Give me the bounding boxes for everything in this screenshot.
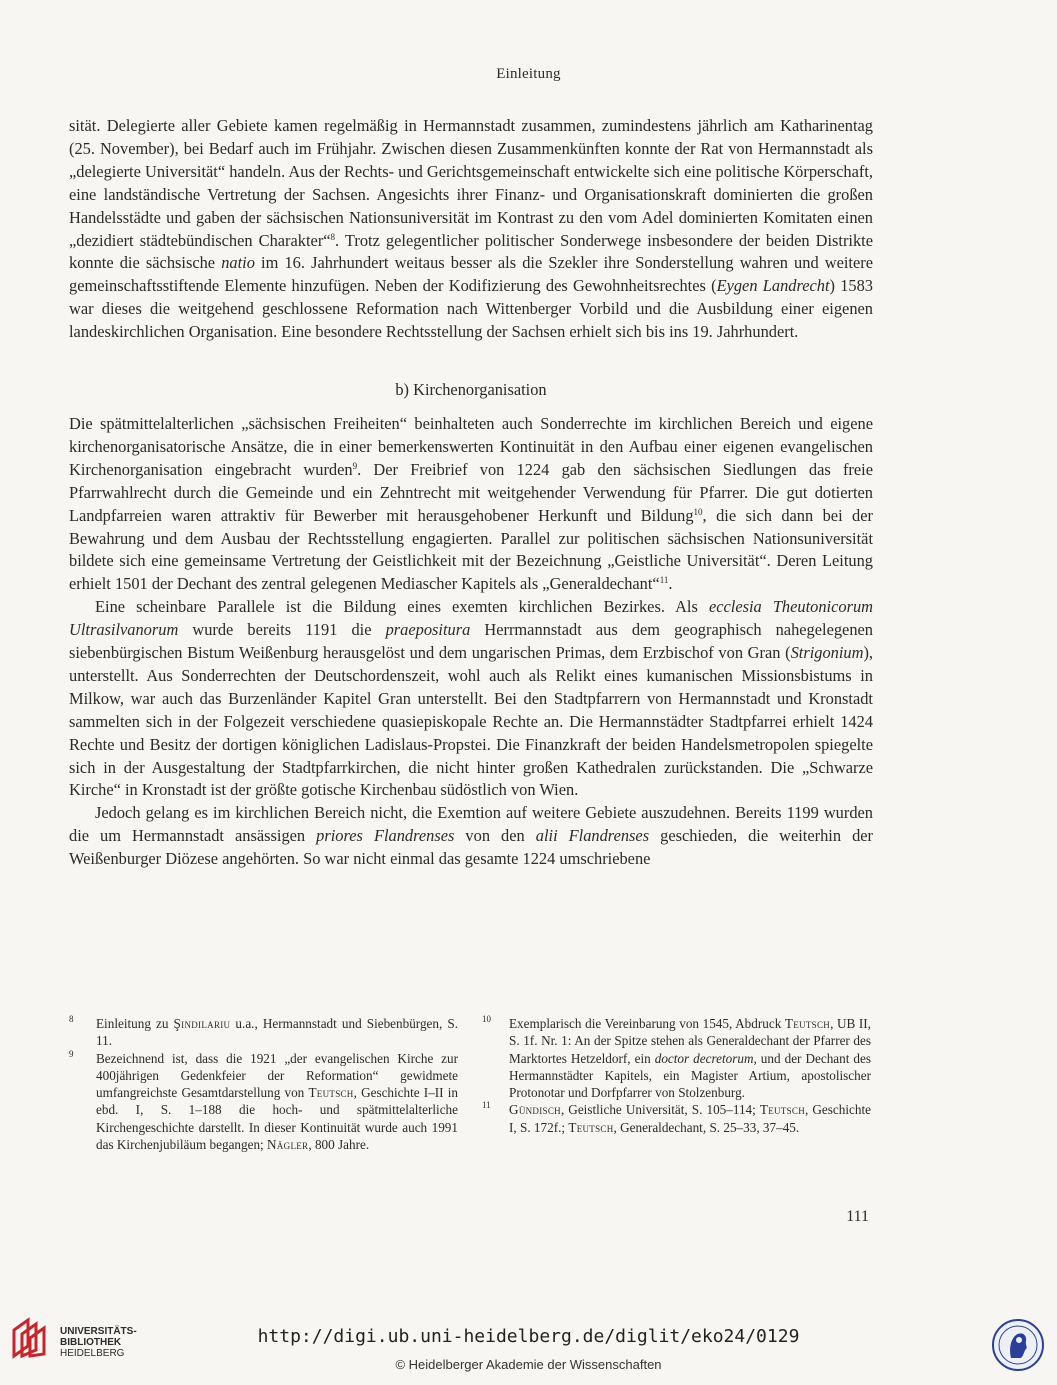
footnote-number: 11 [482, 1100, 491, 1111]
main-text [69, 115, 873, 871]
running-head: Einleitung [496, 66, 561, 82]
footnote-11: 11 Gündisch, Geistliche Universität, S. 105–114; Teutsch, Geschichte I, S. 172f.; Teutsch, Generaldechant, S. 25–33, 37–45. [509, 1101, 871, 1136]
academy-seal-icon[interactable] [991, 1318, 1045, 1372]
paragraph-1: sität. Delegierte aller Gebiete kamen regelmäßig in Hermannstadt zusammen, zumindestens jährlich am Katharinentag (25. November), bei Bedarf auch im Frühjahr. Zwischen diesen Zusammenkünften konnte der Rat von Hermannstadt als „delegierte Universität“ handeln. Aus der Rechts- und Gerichtsgemeinschaft entwickelte sich eine politische Körperschaft, eine landständische Vertretung der Sachsen. Angesichts ihrer Finanz- und Organisationskraft dominierten die großen Handelsstädte und gaben der sächsischen Nationsuniversität im Kontrast zu den vom Adel dominierten Komitaten einen „dezidiert städtebündischen Charakter“$^8$. Trotz gelegentlicher politischer Sonderwege insbesondere der beiden Distrikte konnte die sächsische natio im 16. Jahrhundert weitaus besser als die Szekler ihre Sonderstellung wahren und weitere gemeinschaftsstiftende Elemente hinzufügen. Neben der Kodifizierung des Gewohnheitsrechtes (Eygen Landrecht) 1583 war dieses die weitgehend geschlossene Reformation nach Wittenberger Vorbild und die Ausbildung einer eigenen landeskirchlichen Organisation. Eine besondere Rechtsstellung der Sachsen erhielt sich bis ins 19. Jahrhundert. [69, 116, 873, 342]
paragraph-4: Jedoch gelang es im kirchlichen Bereich nicht, die Exemtion auf weitere Gebiete auszudehnen. Bereits 1199 wurden die um Hermannstadt ansässigen priores Flandrenses von den alii Flandrenses geschieden, die weiterhin der Weißenburger Diözese angehörten. So war nicht einmal das gesamte 1224 umschriebene [69, 803, 874, 869]
footnote-9: 9 Bezeichnend ist, dass die 1921 „der evangelischen Kirche zur 400jährigen Gedenkfeier der Reformation“ gewidmete umfangreichste Gesamtdarstellung von Teutsch, Geschichte I–II in ebd. I, S. 1–188 die hoch- und spätmittelalterliche Kirchengeschichte darstellt. In dieser Kontinuität wurde auch 1991 das Kirchenjubiläum begangen; Nägler, 800 Jahre. [96, 1050, 458, 1154]
footnote-number: 8 [69, 1014, 74, 1024]
section-heading: b) Kirchenorganisation [395, 380, 547, 400]
footnote-number: 9 [69, 1048, 74, 1059]
footnote-10: 10 Exemplarisch die Vereinbarung von 1545, Abdruck Teutsch, UB II, S. 1f. Nr. 1: An der Spitze stehen als Generaldechant der Pfarrer des Marktortes Hetzeldorf, ein doctor decretorum, und der Dechant des Hermannstädter Kapitels, ein Magister Artium, apostolischer Protonotar und Dorfpfarrer von Stolzenburg. [509, 1015, 871, 1101]
permalink-url[interactable]: http://digi.ub.uni-heidelberg.de/diglit/eko24/0129 [257, 1326, 800, 1347]
library-logo-text: UNIVERSITÄTS- BIBLIOTHEK HEIDELBERG [60, 1326, 137, 1359]
footnote-ref-11[interactable]: 11 [659, 575, 669, 586]
footnotes-left-column [69, 1014, 458, 1153]
copyright-notice: © Heidelberger Akademie der Wissenschaften [395, 1357, 662, 1372]
footnote-ref-8[interactable]: 8 [330, 231, 336, 242]
footnote-ref-10[interactable]: 10 [693, 506, 703, 517]
footnote-number: 10 [482, 1014, 491, 1024]
paragraph-3: Eine scheinbare Parallele ist die Bildung eines exemten kirchlichen Bezirkes. Als ecclesia Theutonicorum Ultrasilvanorum wurde bereits 1191 die praepositura Herrmannstadt aus dem geographisch nahegelegenen siebenbürgischen Bistum Weißenburg herausgelöst und dem ungarischen Primas, dem Erzbischof von Gran (Strigonium), unterstellt. Aus Sonderrechten der Deutschordenszeit, wohl auch als Relikt eines kumanischen Missionsbistums in Milkow, war auch das Burzenländer Kapitel Gran unterstellt. Bei den Stadtpfarrern von Hermannstadt und Kronstadt sammelten sich in der Folgezeit verschiedene quasiepiskopale Rechte an. Die Hermannstädter Stadtpfarrei erhielt 1424 Rechte und Besitz der dortigen königlichen Ladislaus-Propstei. Die Finanzkraft der beiden Handelsmetropolen spiegelte sich in der Ausgestaltung der Stadtpfarrkirchen, die nicht hinter großen Kathedralen zurückstanden. Die „Schwarze Kirche“ in Kronstadt ist der größte gotische Kirchenbau südöstlich von Wien. [69, 597, 873, 800]
footnote-8: 8 Einleitung zu Şindilariu u.a., Hermannstadt und Siebenbürgen, S. 11. [96, 1015, 458, 1050]
footnote-ref-9[interactable]: 9 [352, 460, 358, 471]
page-number: 111 [846, 1208, 869, 1225]
paragraph-2: Die spätmittelalterlichen „sächsischen Freiheiten“ beinhalteten auch Sonderrechte im kirchlichen Bereich und eigene kirchenorganisatorische Ansätze, die in einer bemerkenswerten Kontinuität in den Aufbau einer eigenen evangelischen Kirchenorganisation eingebracht wurden$^9$. Der Freibrief von 1224 gab den sächsischen Siedlungen das freie Pfarrwahlrecht durch die Gemeinde und ein Zehntrecht mit weitgehender Verwendung für Pfarrer. Die gut dotierten Landpfarreien waren attraktiv für Bewerber mit herausgehobener Herkunft und Bildung$^{10}$, die sich dann bei der Bewahrung und dem Ausbau der Rechtsstellung engagierten. Parallel zur politischen sächsischen Nationsuniversität bildete sich eine gemeinsame Vertretung der Geistlichkeit mit der Bezeichnung „Geistliche Universität“. Deren Leitung erhielt 1501 der Dechant des zentral gelegenen Mediascher Kapitels als „Generaldechant“$^{11}$. [69, 413, 873, 594]
footnotes-right-column [482, 1014, 872, 1136]
